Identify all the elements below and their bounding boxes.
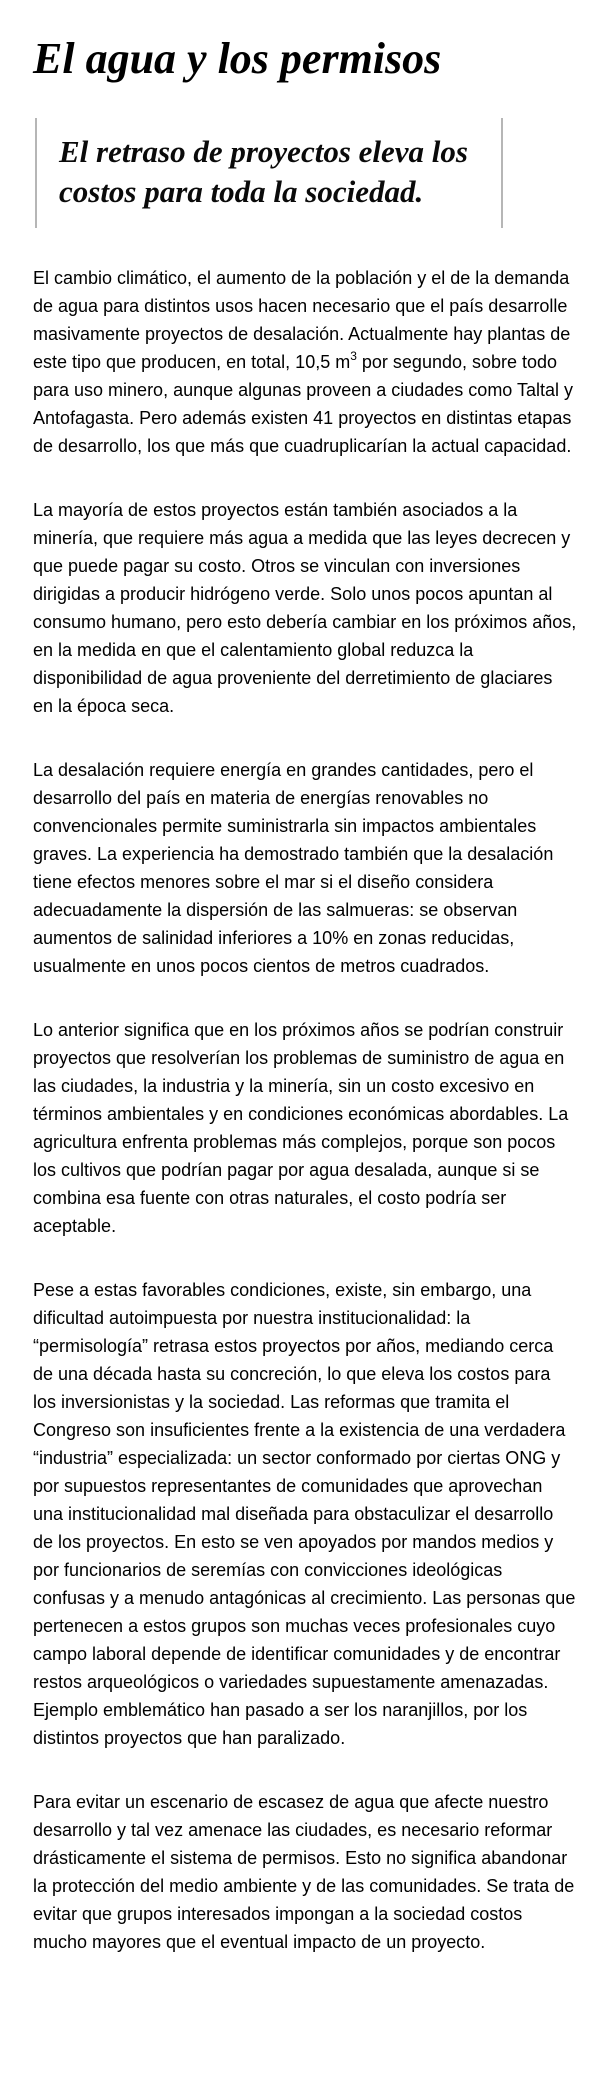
paragraph-6: Para evitar un escenario de escasez de agua que afecte nuestro desarrollo y tal vez amenace las ciudades, es necesario reformar drásticamente el sistema de permisos. Esto no significa abandonar la protección del medio ambiente y de las comunidades. Se trata de evitar que grupos interesados impongan a la sociedad costos mucho mayores que el eventual impacto de un proyecto. (33, 1791, 575, 1952)
cubic-meter-superscript: 3 (350, 348, 357, 363)
pull-quote (35, 118, 503, 228)
paragraph-1-text: El cambio climático, el aumento de la población y el de la demanda de agua para distintos usos hacen necesario que el país desarrolle masivamente proyectos de desalación. Actualmente hay plantas de este tipo que producen, en total, 10,5 m (33, 267, 571, 372)
paragraph-2: La mayoría de estos proyectos están también asociados a la minería, que requiere más agua a medida que las leyes decrecen y que puede pagar su costo. Otros se vinculan con inversiones dirigidas a producir hidrógeno verde. Solo unos pocos apuntan al consumo humano, pero esto debería cambiar en los próximos años, en la medida en que el calentamiento global reduzca la disponibilidad de agua proveniente del derretimiento de glaciares en la época seca. (33, 499, 577, 716)
paragraph-1 (33, 264, 577, 460)
paragraph-5: Pese a estas favorables condiciones, existe, sin embargo, una dificultad autoimpuesta por nuestra institucionalidad: la “permisología” retrasa estos proyectos por años, mediando cerca de una década hasta su concreción, lo que eleva los costos para los inversionistas y la sociedad. Las reformas que tramita el Congreso son insuficientes frente a la existencia de una verdadera “industria” especializada: un sector conformado por ciertas ONG y por supuestos representantes de comunidades que aprovechan una institucionalidad mal diseñada para obstaculizar el desarrollo de los proyectos. En esto se ven apoyados por mandos medios y por funcionarios de seremías con convicciones ideológicas confusas y a menudo antagónicas al crecimiento. Las personas que pertenecen a estos grupos son muchas veces profesionales cuyo campo laboral depende de identificar comunidades y de encontrar restos arqueológicos o variedades supuestamente amenazadas. Ejemplo emblemático han pasado a ser los naranjillos, por los distintos proyectos que han paralizado. (33, 1279, 576, 1748)
paragraph-1-text-continued: por segundo, sobre todo para uso minero, aunque algunas proveen a ciudades como Taltal y Antofagasta. Pero además existen 41 proyectos en distintas etapas de desarrollo, los que más que cuadruplicarían la actual capacidad. (33, 351, 574, 456)
article-body (33, 264, 577, 1956)
paragraph-4: Lo anterior significa que en los próximos años se podrían construir proyectos que resolverían los problemas de suministro de agua en las ciudades, la industria y la minería, sin un costo excesivo en términos ambientales y en condiciones económicas abordables. La agricultura enfrenta problemas más complejos, porque son pocos los cultivos que podrían pagar por agua desalada, aunque si se combina esa fuente con otras naturales, el costo podría ser aceptable. (33, 1019, 569, 1236)
article-title: El agua y los permisos (33, 34, 442, 83)
pull-quote-text: El retraso de proyectos eleva los costos para toda la sociedad. (59, 133, 468, 209)
paragraph-3: La desalación requiere energía en grandes cantidades, pero el desarrollo del país en materia de energías renovables no convencionales permite suministrarla sin impactos ambientales graves. La experiencia ha demostrado también que la desalación tiene efectos menores sobre el mar si el diseño considera adecuadamente la dispersión de las salmueras: se observan aumentos de salinidad inferiores a 10% en zonas reducidas, usualmente en unos pocos cientos de metros cuadrados. (33, 759, 554, 976)
